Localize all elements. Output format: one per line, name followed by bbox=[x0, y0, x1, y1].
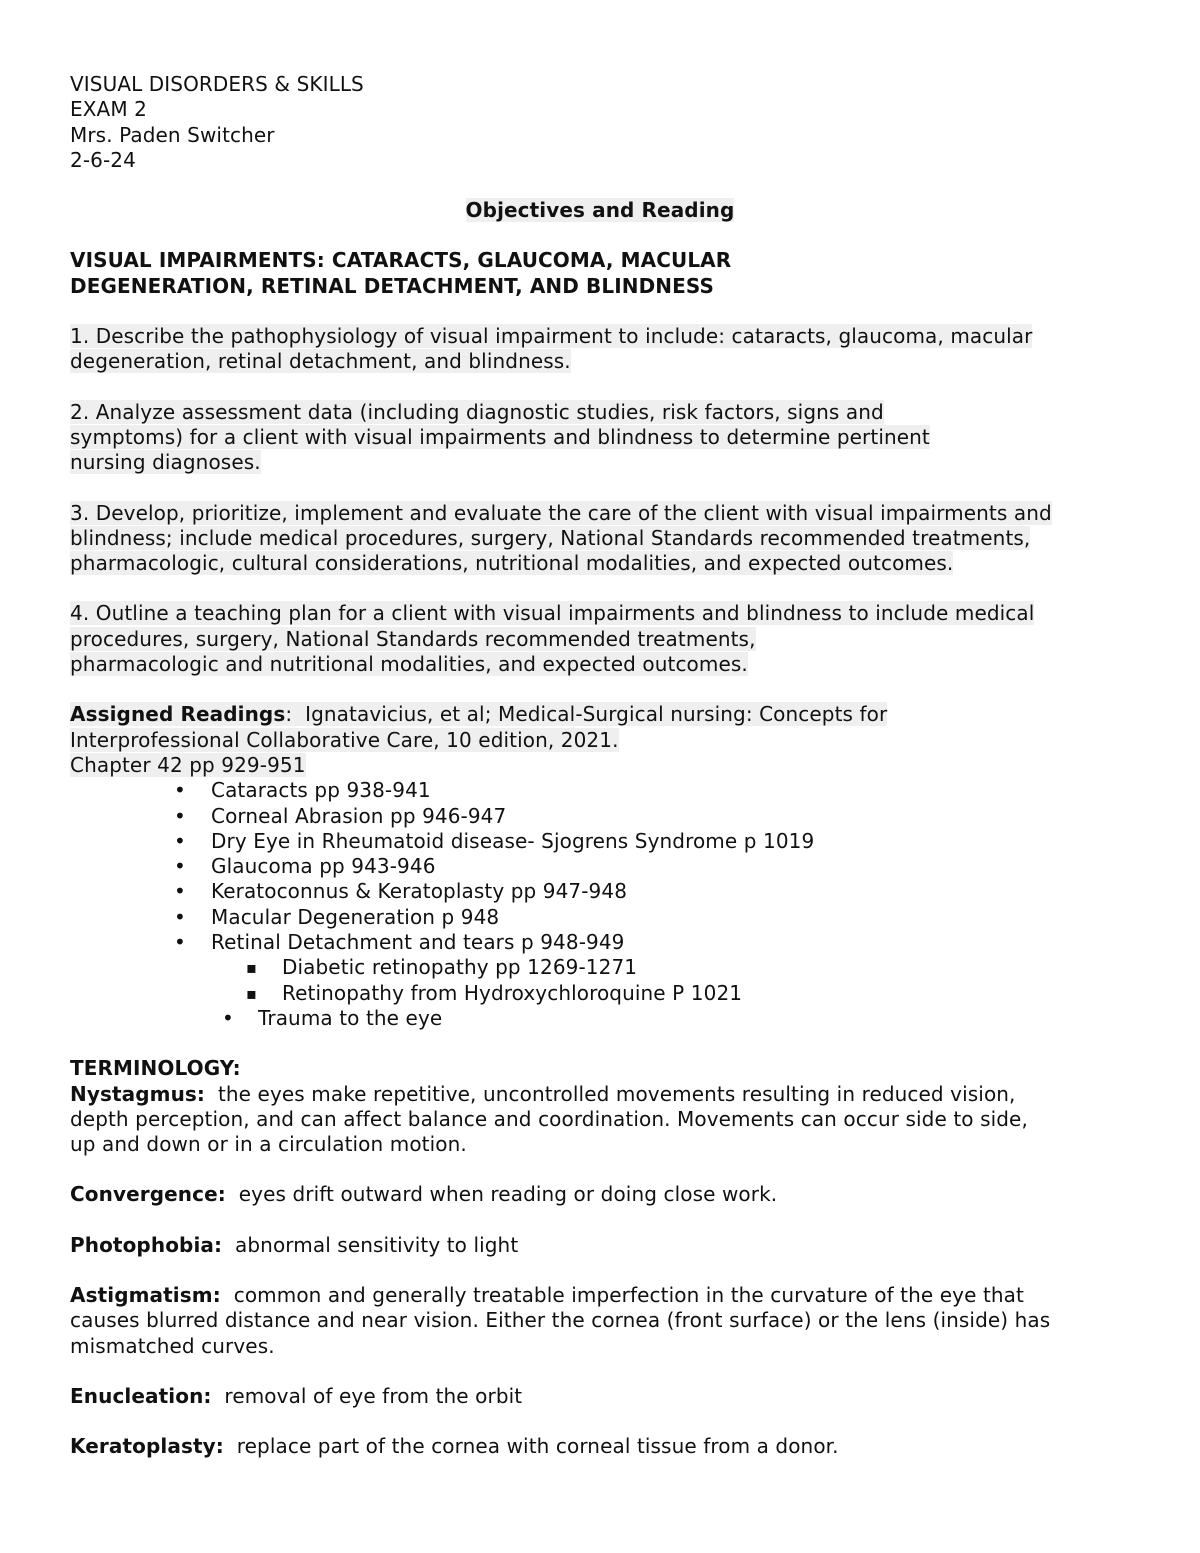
section-title: Objectives and Reading bbox=[465, 198, 735, 223]
readings-colon: : bbox=[285, 702, 293, 727]
exam-label: EXAM 2 bbox=[70, 97, 147, 122]
list-item: • Dry Eye in Rheumatoid disease- Sjogrens Syndrome p 1019 bbox=[70, 829, 1130, 854]
term-name: Photophobia: bbox=[70, 1232, 223, 1257]
term-definition: the eyes make repetitive, uncontrolled movements resulting in reduced vision, bbox=[205, 1081, 1016, 1106]
list-item: • Glaucoma pp 943-946 bbox=[70, 854, 1130, 879]
objective-3 bbox=[70, 501, 1130, 577]
sub-list-item: ▪ Retinopathy from Hydroxychloroquine P 1021 bbox=[70, 981, 1130, 1006]
reading-list bbox=[70, 778, 1130, 1031]
term-enucleation bbox=[70, 1384, 1130, 1409]
readings-citation: Ignatavicius, et al; Medical-Surgical nursing: Concepts for bbox=[292, 702, 888, 727]
term-definition: removal of eye from the orbit bbox=[211, 1383, 523, 1408]
list-item: • Cataracts pp 938-941 bbox=[70, 778, 1130, 803]
term-name: Enucleation: bbox=[70, 1383, 212, 1408]
objective-line: pharmacologic and nutritional modalities, and expected outcomes. bbox=[70, 652, 748, 677]
document-header bbox=[70, 72, 1130, 173]
term-astigmatism bbox=[70, 1283, 1130, 1359]
objective-line: nursing diagnoses. bbox=[70, 450, 261, 475]
list-item: • Corneal Abrasion pp 946-947 bbox=[70, 804, 1130, 829]
term-name: Astigmatism: bbox=[70, 1282, 221, 1307]
readings-label: Assigned Readings bbox=[70, 702, 286, 727]
terminology-section bbox=[70, 1056, 1130, 1459]
objective-4 bbox=[70, 601, 1130, 677]
instructor-name: Mrs. Paden Switcher bbox=[70, 122, 275, 147]
sub-list-item: ▪ Diabetic retinopathy pp 1269-1271 bbox=[70, 955, 1130, 980]
objective-line: degeneration, retinal detachment, and blindness. bbox=[70, 349, 571, 374]
list-item: • Trauma to the eye bbox=[70, 1006, 1130, 1031]
term-definition: causes blurred distance and near vision. Either the cornea (front surface) or the lens (inside) has bbox=[70, 1308, 1051, 1333]
assigned-readings bbox=[70, 702, 1130, 1031]
objective-line: 1. Describe the pathophysiology of visual impairment to include: cataracts, glaucoma, macular bbox=[70, 324, 1033, 349]
objective-line: procedures, surgery, National Standards recommended treatments, bbox=[70, 626, 756, 651]
objective-1 bbox=[70, 324, 1130, 375]
term-definition: eyes drift outward when reading or doing close work. bbox=[225, 1182, 778, 1207]
list-item: • Macular Degeneration p 948 bbox=[70, 905, 1130, 930]
term-definition: replace part of the cornea with corneal tissue from a donor. bbox=[223, 1434, 839, 1459]
term-definition: depth perception, and can affect balance and coordination. Movements can occur side to side, bbox=[70, 1106, 1028, 1131]
objective-line: 4. Outline a teaching plan for a client with visual impairments and blindness to include medical bbox=[70, 601, 1035, 626]
readings-chapter: Chapter 42 pp 929-951 bbox=[70, 752, 306, 777]
impairments-heading-line: DEGENERATION, RETINAL DETACHMENT, AND BLINDNESS bbox=[70, 273, 714, 298]
objective-line: pharmacologic, cultural considerations, nutritional modalities, and expected outcomes. bbox=[70, 551, 954, 576]
term-definition: common and generally treatable imperfection in the curvature of the eye that bbox=[220, 1282, 1024, 1307]
term-nystagmus bbox=[70, 1082, 1130, 1158]
impairments-heading bbox=[70, 248, 1130, 299]
exam-date: 2-6-24 bbox=[70, 147, 136, 172]
objective-line: blindness; include medical procedures, surgery, National Standards recommended treatments, bbox=[70, 525, 1031, 550]
objective-line: 2. Analyze assessment data (including diagnostic studies, risk factors, signs and bbox=[70, 399, 884, 424]
objective-2 bbox=[70, 400, 1130, 476]
term-definition: mismatched curves. bbox=[70, 1333, 275, 1358]
term-photophobia bbox=[70, 1233, 1130, 1258]
impairments-heading-line: VISUAL IMPAIRMENTS: CATARACTS, GLAUCOMA, MACULAR bbox=[70, 248, 732, 273]
term-definition: abnormal sensitivity to light bbox=[222, 1232, 519, 1257]
list-item: • Retinal Detachment and tears p 948-949 bbox=[70, 930, 1130, 955]
objective-line: symptoms) for a client with visual impairments and blindness to determine pertinent bbox=[70, 424, 930, 449]
list-item: • Keratoconnus & Keratoplasty pp 947-948 bbox=[70, 879, 1130, 904]
term-keratoplasty bbox=[70, 1434, 1130, 1459]
term-definition: up and down or in a circulation motion. bbox=[70, 1132, 467, 1157]
term-name: Convergence: bbox=[70, 1182, 226, 1207]
objective-line: 3. Develop, prioritize, implement and evaluate the care of the client with visual impairments and bbox=[70, 500, 1052, 525]
term-convergence bbox=[70, 1182, 1130, 1207]
term-name: Nystagmus: bbox=[70, 1081, 206, 1106]
terminology-heading: TERMINOLOGY: bbox=[70, 1056, 241, 1081]
readings-citation-cont: Interprofessional Collaborative Care, 10 edition, 2021. bbox=[70, 727, 619, 752]
course-title: VISUAL DISORDERS & SKILLS bbox=[70, 72, 364, 96]
term-name: Keratoplasty: bbox=[70, 1434, 224, 1459]
